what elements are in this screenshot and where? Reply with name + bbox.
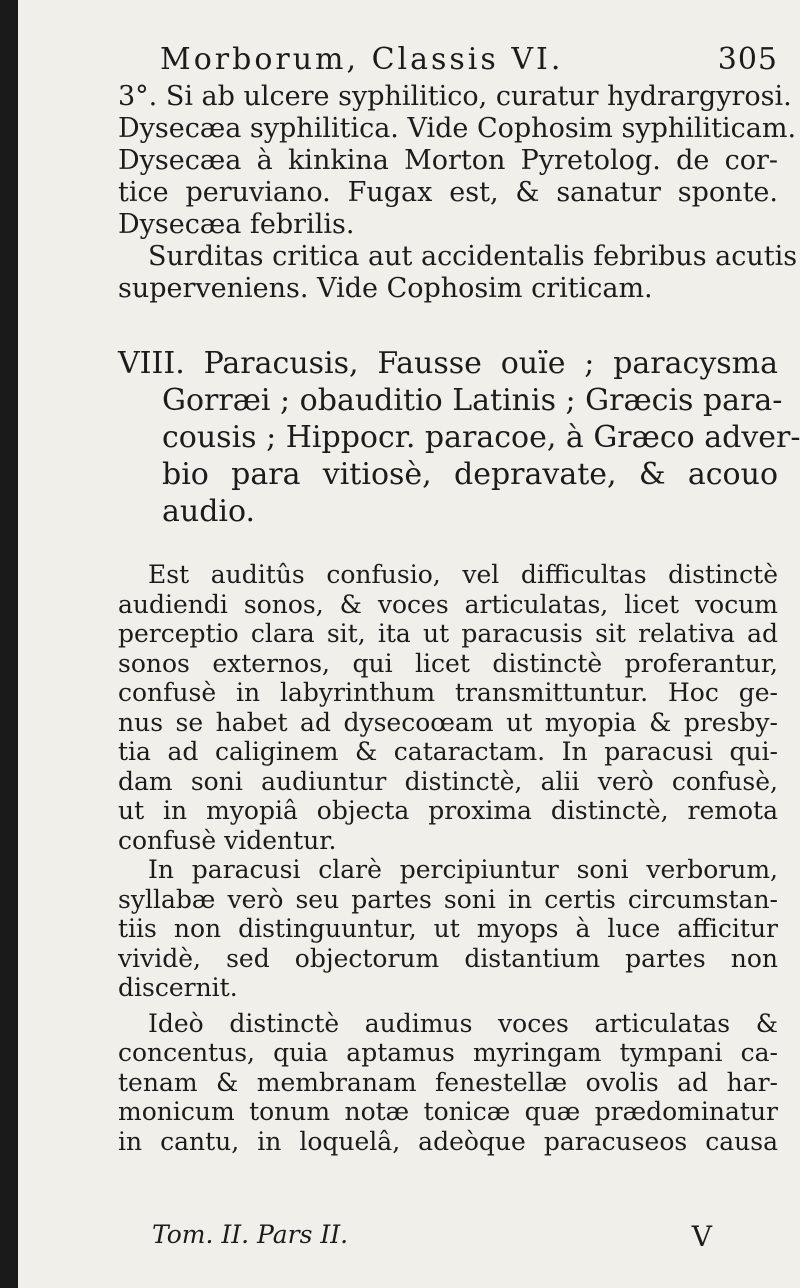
signature-mark: V [691, 1220, 712, 1253]
section-line: Gorræi ; obauditio Latinis ; Græcis para- [162, 383, 783, 418]
section-viii [118, 345, 800, 530]
text-line: discernit. [118, 973, 238, 1002]
running-header [160, 42, 778, 77]
text-line: audiendi sonos, & voces articulatas, licet vocum [118, 589, 778, 619]
text-line: Dysecæa à kinkina Morton Pyretolog. de cor- [118, 145, 778, 176]
text-line: Ideò distinctè audimus voces articulatas & [148, 1008, 778, 1038]
text-line: vividè, sed objectorum distantium partes non [118, 943, 778, 973]
text-line: monicum tonum notæ tonicæ quæ prædominatur [118, 1097, 778, 1126]
text-line: perceptio clara sit, ita ut paracusis sit relativa ad [118, 619, 778, 648]
text-line: Dysecæa febrilis. [118, 209, 355, 240]
text-line: Dysecæa syphilitica. Vide Cophosim syphiliticam. [118, 113, 797, 144]
text-line: tia ad caliginem & cataractam. In paracusi qui- [118, 737, 778, 766]
header-title: Morborum, Classis VI. [160, 42, 564, 77]
volume-reference: Tom. II. Pars II. [152, 1220, 349, 1249]
paragraph [118, 1009, 778, 1157]
page-footer [152, 1220, 712, 1253]
page-content [118, 42, 800, 1156]
text-line: tiis non distinguuntur, ut myops à luce afficitur [118, 914, 778, 943]
text-line: confusè in labyrinthum transmittuntur. Hoc ge- [118, 678, 778, 707]
text-line: tice peruviano. Fugax est, & sanatur sponte. [118, 177, 778, 208]
book-page [18, 0, 800, 1288]
section-heading-line: VIII. Paracusis, Fausse ouïe ; paracysma [118, 346, 778, 381]
text-line: nus se habet ad dysecoœam ut myopia & presby- [118, 707, 778, 737]
text-line: in cantu, in loquelâ, adeòque paracuseos causa [118, 1126, 778, 1156]
paragraph [118, 560, 778, 855]
text-line: confusè videntur. [118, 825, 337, 855]
body-text [118, 560, 778, 1156]
text-line: dam soni audiuntur distinctè, alii verò confusè, [118, 766, 778, 796]
text-line: tenam & membranam fenestellæ ovolis ad har- [118, 1067, 778, 1097]
text-line: concentus, quia aptamus myringam tympani ca- [118, 1038, 778, 1067]
page-number: 305 [717, 42, 778, 77]
text-line: syllabæ verò seu partes soni in certis circumstan- [118, 884, 778, 914]
text-line: sonos externos, qui licet distinctè proferantur, [118, 648, 778, 678]
top-block [118, 81, 798, 305]
text-line: ut in myopiâ objecta proxima distinctè, remota [118, 796, 778, 825]
text-line: Est auditûs confusio, vel difficultas distinctè [148, 560, 778, 589]
text-line: superveniens. Vide Cophosim criticam. [118, 273, 653, 304]
text-line: 3°. Si ab ulcere syphilitico, curatur hydrargyrosi. [118, 81, 792, 112]
section-line: cousis ; Hippocr. paracoe, à Græco adver- [162, 420, 800, 455]
section-line: bio para vitiosè, depravate, & acouo [162, 457, 778, 492]
text-line: In paracusi clarè percipiuntur soni verborum, [148, 855, 778, 884]
text-line: Surditas critica aut accidentalis febribus acutis [148, 241, 798, 272]
section-line: audio. [162, 494, 256, 529]
paragraph [118, 855, 778, 1003]
